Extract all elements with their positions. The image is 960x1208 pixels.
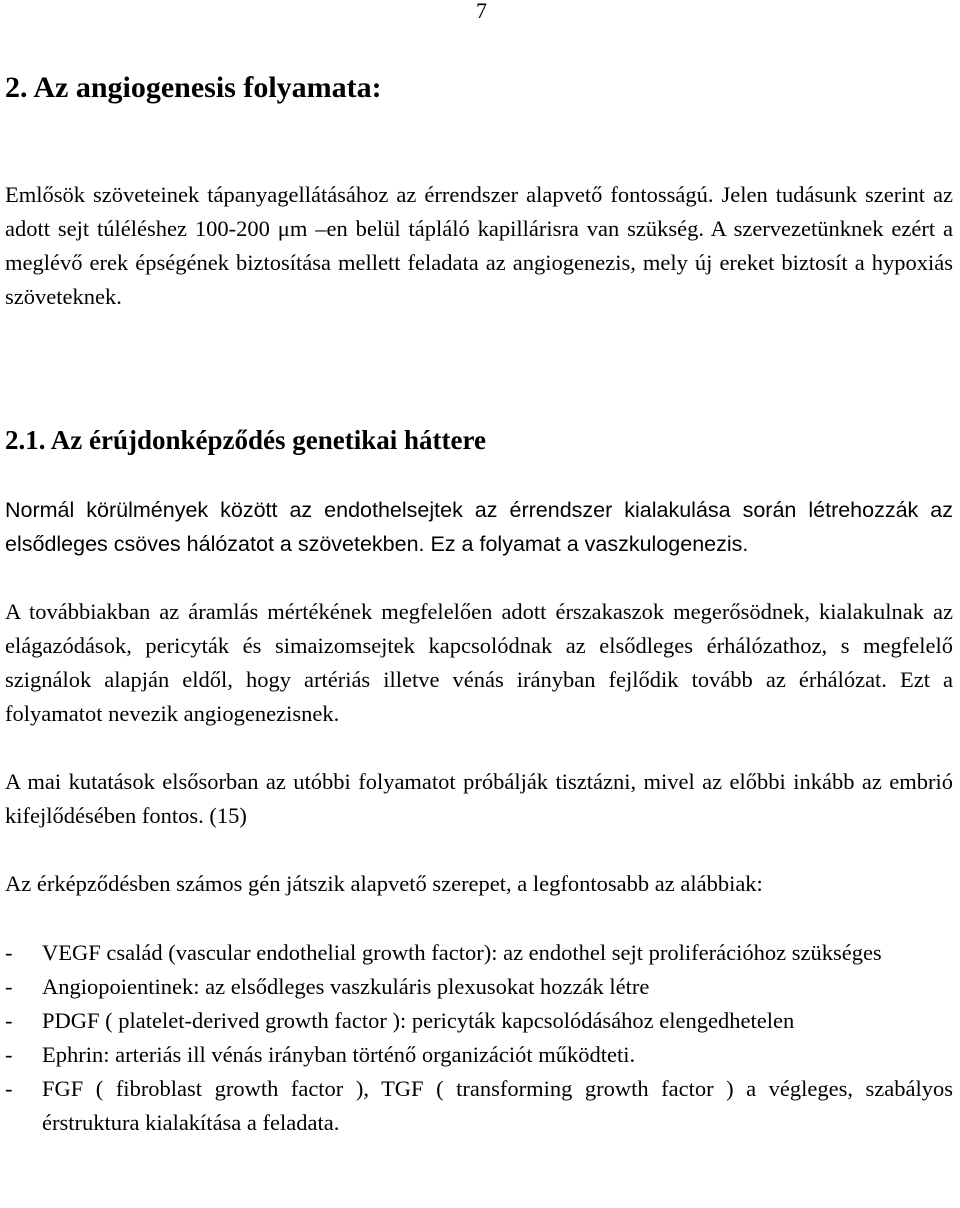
section-title: 2. Az angiogenesis folyamata: bbox=[5, 71, 382, 104]
list-item-text: FGF ( fibroblast growth factor ), TGF ( transforming growth factor ) a végleges, szabályos érstruktura kialakítása a feladata. bbox=[42, 1076, 953, 1135]
subsection-title: 2.1. Az érújdonképződés genetikai háttere bbox=[5, 425, 486, 455]
list-item-text: Ephrin: arteriás ill vénás irányban történő organizációt működteti. bbox=[42, 1042, 636, 1067]
list-item bbox=[5, 1072, 953, 1140]
list-item-text: PDGF ( platelet-derived growth factor ): pericyták kapcsolódásához elengedhetelen bbox=[42, 1008, 795, 1033]
paragraph-research: A mai kutatások elsősorban az utóbbi folyamatot próbálják tisztázni, mivel az előbbi inkább az embrió kifejlődésében fontos. (15) bbox=[5, 769, 953, 828]
intro-paragraph: Emlősök szöveteinek tápanyagellátásához az érrendszer alapvető fontosságú. Jelen tudásunk szerint az adott sejt túléléshez 100-200 μm –en belül tápláló kapillárisra van szükség. A szervezetünknek ezért a meglévő erek épségének biztosítása mellett feladata az angiogenezis, mely új ereket biztosít a hypoxiás szöveteknek. bbox=[5, 182, 953, 309]
list-dash: - bbox=[5, 974, 13, 999]
list-item bbox=[5, 970, 953, 1004]
list-item-text: Angiopoientinek: az elsődleges vaszkuláris plexusokat hozzák létre bbox=[42, 974, 650, 999]
list-item bbox=[5, 1038, 953, 1072]
list-item bbox=[5, 936, 953, 970]
list-dash: - bbox=[5, 940, 13, 965]
paragraph-angiogenesis: A továbbiakban az áramlás mértékének megfelelően adott érszakaszok megerősödnek, kialakulnak az elágazódások, pericyták és simaizomsejtek kapcsolódnak az elsődleges érhálózathoz, s megfelelő szignálok alapján eldől, hogy artériás illetve vénás irányban fejlődik tovább az érhálózat. Ezt a folyamatot nevezik angiogenezisnek. bbox=[5, 599, 953, 726]
page-number: 7 bbox=[476, 0, 487, 23]
list-item-text: VEGF család (vascular endothelial growth factor): az endothel sejt proliferációhoz szükséges bbox=[42, 940, 882, 965]
list-dash: - bbox=[5, 1076, 13, 1101]
list-item bbox=[5, 1004, 953, 1038]
paragraph-vasculogenesis: Normál körülmények között az endothelsejtek az érrendszer kialakulása során létrehozzák az elsődleges csöves hálózatot a szövetekben. Ez a folyamat a vaszkulogenezis. bbox=[5, 498, 953, 556]
list-dash: - bbox=[5, 1042, 13, 1067]
gene-list bbox=[5, 936, 953, 1140]
paragraph-genes-intro: Az érképződésben számos gén játszik alapvető szerepet, a legfontosabb az alábbiak: bbox=[5, 871, 763, 896]
list-dash: - bbox=[5, 1008, 13, 1033]
